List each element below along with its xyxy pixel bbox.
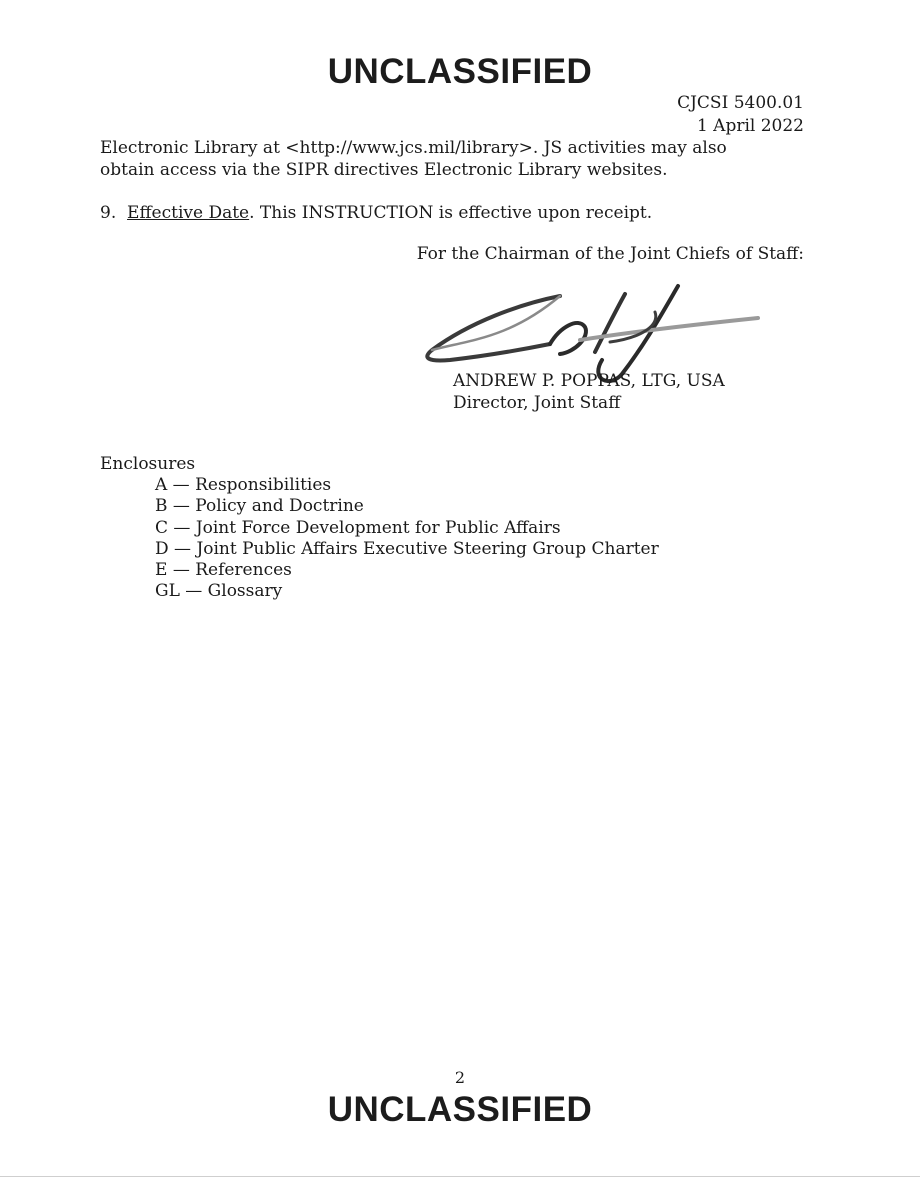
- effective-date-paragraph: [100, 202, 800, 224]
- signer-title: Director, Joint Staff: [453, 393, 621, 413]
- enclosures-heading: Enclosures: [100, 454, 196, 474]
- classification-banner-top: UNCLASSIFIED: [327, 52, 593, 91]
- continuation-line-2: obtain access via the SIPR directives Electronic Library websites.: [100, 160, 668, 180]
- section-text: . This INSTRUCTION is effective upon receipt.: [249, 203, 653, 223]
- continuation-line-1: Electronic Library at <http://www.jcs.mil/library>. JS activities may also: [100, 138, 727, 158]
- continuation-paragraph: [100, 137, 800, 181]
- enclosure-item: E — References: [155, 560, 292, 581]
- document-number: CJCSI 5400.01: [677, 93, 804, 113]
- enclosure-item: C — Joint Force Development for Public Affairs: [155, 517, 561, 538]
- signature-for-line: For the Chairman of the Joint Chiefs of Staff:: [416, 244, 804, 264]
- enclosure-item: B — Policy and Doctrine: [155, 496, 364, 517]
- enclosure-item: D — Joint Public Affairs Executive Steering Group Charter: [155, 538, 659, 559]
- page-number: 2: [454, 1068, 466, 1087]
- section-number: 9.: [100, 203, 117, 223]
- enclosure-item: A — Responsibilities: [155, 475, 332, 495]
- signer-name: ANDREW P. POPPAS, LTG, USA: [453, 371, 725, 391]
- document-date: 1 April 2022: [696, 116, 804, 136]
- section-title: Effective Date: [127, 203, 250, 223]
- classification-banner-bottom: UNCLASSIFIED: [327, 1090, 593, 1129]
- enclosure-item: GL — Glossary: [155, 581, 283, 602]
- scan-edge-line: [0, 1176, 920, 1177]
- enclosures-list: [155, 475, 659, 603]
